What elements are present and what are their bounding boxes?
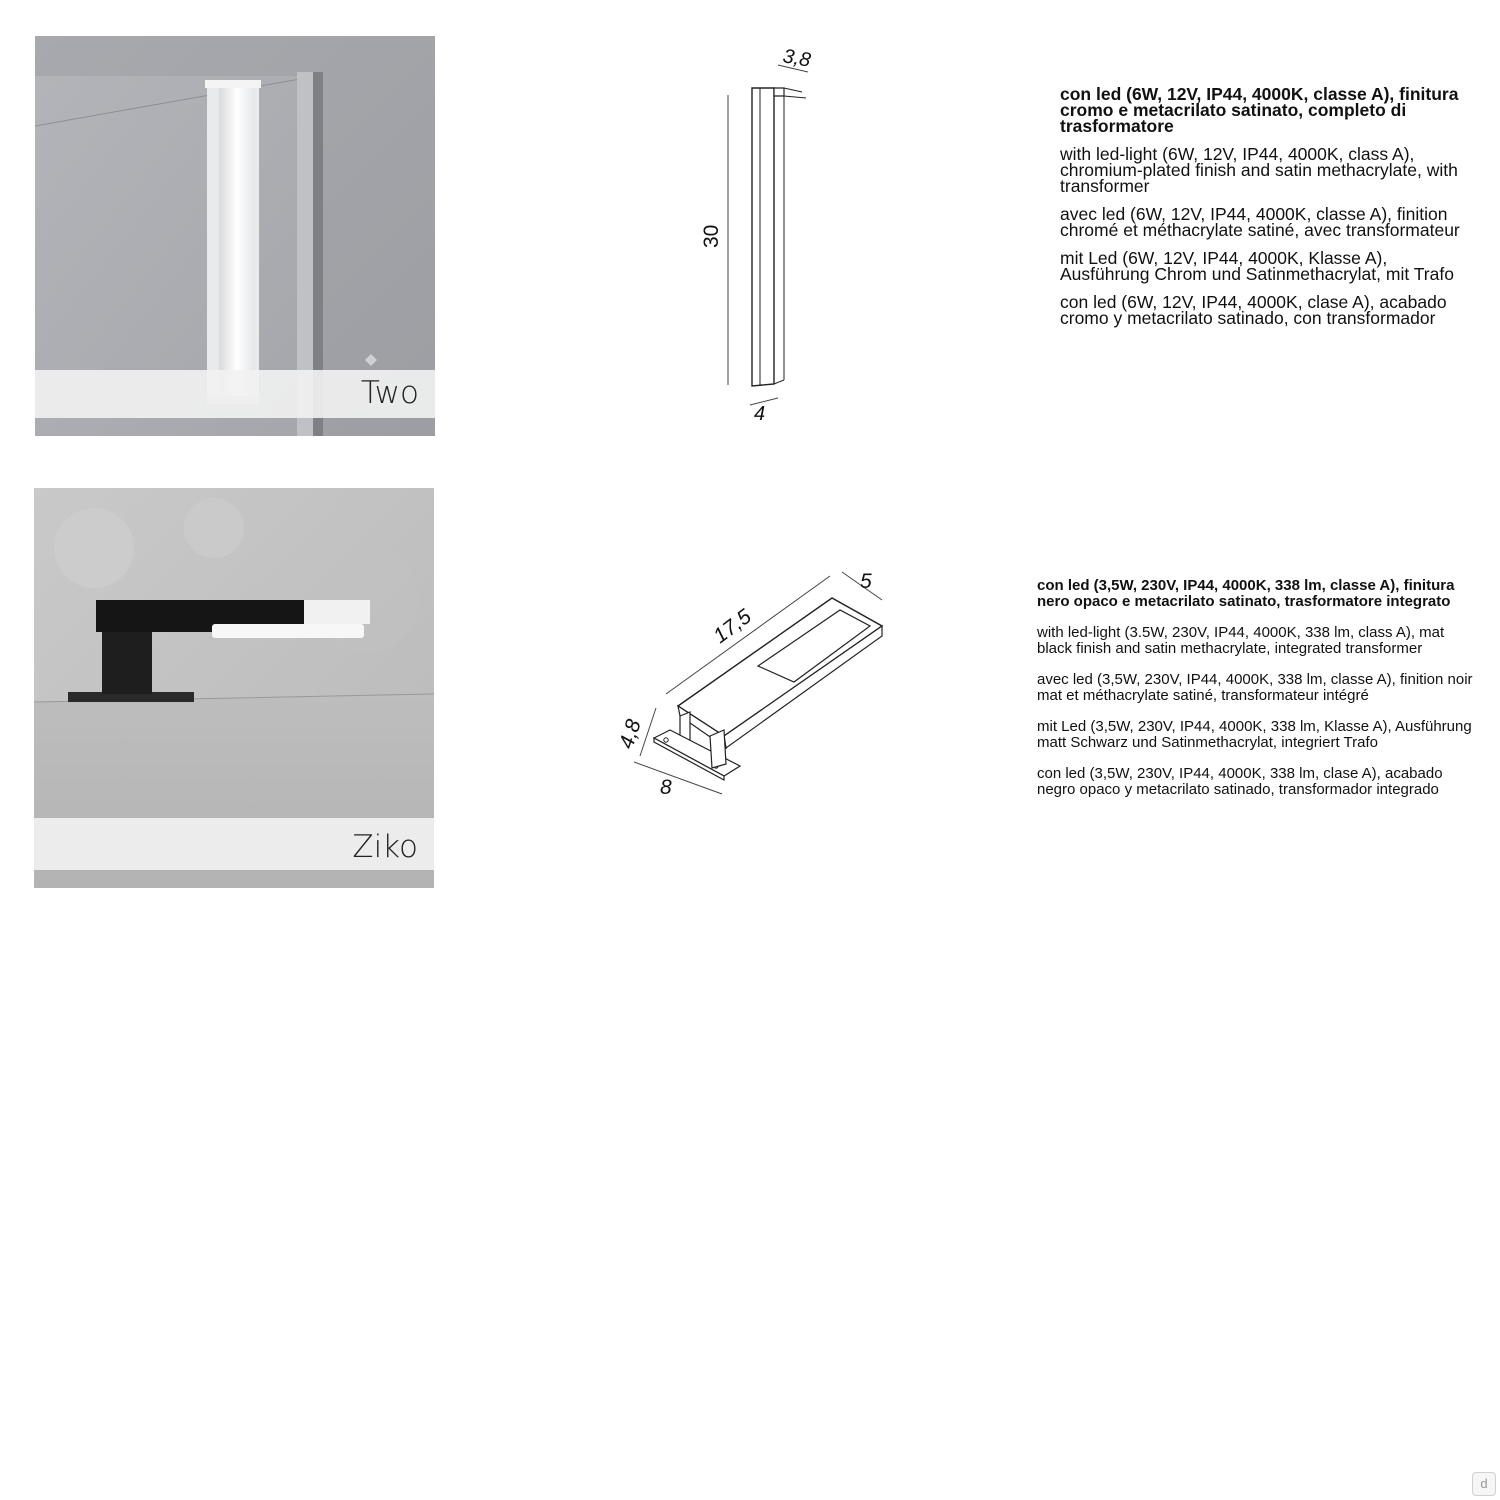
dimension-label: 4 — [754, 403, 766, 425]
description-es: con led (6W, 12V, IP44, 4000K, clase A), acabado cromo y metacrilato satinado, con transformador — [1060, 292, 1447, 328]
d-logo-icon[interactable]: d — [1472, 1472, 1496, 1496]
description-de: mit Led (6W, 12V, IP44, 4000K, Klasse A), Ausführung Chrom und Satinmethacrylat, mit Trafo — [1060, 248, 1454, 284]
two-description — [1060, 86, 1480, 338]
two-dimension-drawing — [690, 40, 850, 440]
description-it: con led (6W, 12V, IP44, 4000K, classe A), finitura cromo e metacrilato satinato, completo di trasformatore — [1060, 84, 1459, 136]
dimension-label: 8 — [660, 776, 672, 799]
dimension-label: 17,5 — [709, 605, 756, 648]
ziko-product-photo — [34, 488, 434, 888]
two-product-photo — [35, 36, 435, 436]
description-fr: avec led (3,5W, 230V, IP44, 4000K, 338 lm, classe A), finition noir mat et méthacrylate satiné, transformateur intégré — [1037, 671, 1473, 704]
ziko-dimension-drawing — [600, 560, 900, 810]
dimension-label: 5 — [860, 570, 872, 593]
dimension-label: 30 — [700, 224, 723, 248]
description-en: with led-light (6W, 12V, IP44, 4000K, class A), chromium-plated finish and satin methacrylate, with transformer — [1060, 144, 1458, 196]
ziko-description — [1037, 578, 1482, 813]
dimension-label: 3,8 — [781, 45, 813, 72]
product-name: Ziko — [352, 829, 418, 865]
product-name: Two — [360, 375, 419, 411]
description-de: mit Led (3,5W, 230V, IP44, 4000K, 338 lm, Klasse A), Ausführung matt Schwarz und Satinmethacrylat, integriert Trafo — [1037, 718, 1472, 751]
description-fr: avec led (6W, 12V, IP44, 4000K, classe A), finition chromé et méthacrylate satiné, avec transformateur — [1060, 204, 1460, 240]
description-es: con led (3,5W, 230V, IP44, 4000K, 338 lm, clase A), acabado negro opaco y metacrilato satinado, transformador integrado — [1037, 765, 1443, 798]
description-it: con led (3,5W, 230V, IP44, 4000K, 338 lm, classe A), finitura nero opaco e metacrilato satinato, trasformatore integrato — [1037, 577, 1455, 610]
dimension-label: 4,8 — [614, 716, 646, 752]
description-en: with led-light (3.5W, 230V, IP44, 4000K, 338 lm, class A), mat black finish and satin methacrylate, integrated transformer — [1037, 624, 1445, 657]
